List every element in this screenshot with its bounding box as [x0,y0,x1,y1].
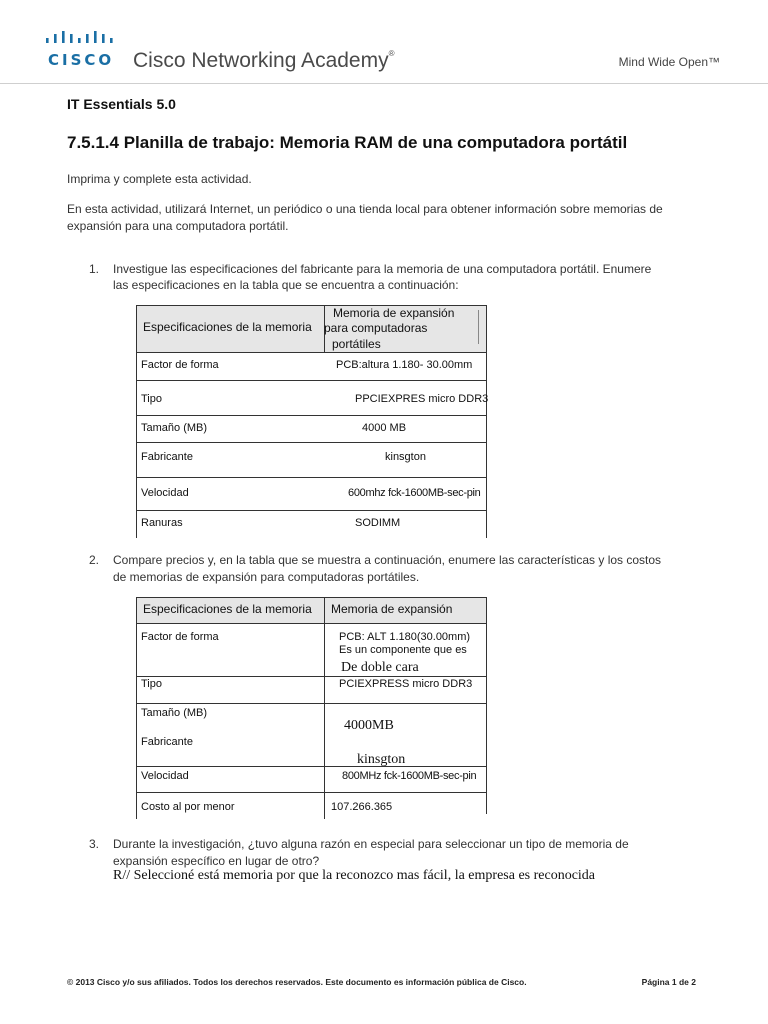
intro-text-2b: expansión para una computadora portátil. [67,219,289,233]
footer-copyright: © 2013 Cisco y/o sus afiliados. Todos los derechos reservados. Este documento es información pública de Cisco. [67,977,527,987]
table-2-row-value: PCB: ALT 1.180(30.00mm) [339,631,471,643]
step-3-answer: R// Seleccioné está memoria por que la reconozco mas fácil, la empresa es reconocida [113,868,596,883]
table-1-row-value: 600mhz fck-1600MB-sec-pin [348,487,481,499]
table-2-row-value: PCIEXPRESS micro DDR3 [339,678,473,690]
table-1-header-right-2: para computadoras [324,321,428,335]
step-1-line-2: las especificaciones en la tabla que se encuentra a continuación: [113,278,459,292]
step-1-number: 1. [89,262,100,276]
table-1-row-value: PCB:altura 1.180- 30.00mm [336,359,473,371]
table-1-row-label: Tipo [141,393,162,405]
table-2-row-label: Costo al por menor [141,801,235,813]
page-number: Página 1 de 2 [641,977,696,987]
table-2-row-label: Fabricante [141,736,193,748]
intro-text-1: Imprima y complete esta actividad. [67,172,252,186]
table-1-row-value: 4000 MB [362,422,407,434]
handwritten-value: 4000MB [344,718,394,733]
table-1-row-label: Ranuras [141,517,183,529]
page-title: 7.5.1.4 Planilla de trabajo: Memoria RAM de una computadora portátil [67,133,628,152]
table-2-row-label: Velocidad [141,770,189,782]
handwritten-value: kinsgton [357,752,406,767]
tagline: Mind Wide Open™ [618,55,720,69]
table-1-row-value: SODIMM [355,517,401,529]
table-2-row-label: Factor de forma [141,631,219,643]
handwritten-value: De doble cara [341,660,419,675]
step-3-line-1: Durante la investigación, ¿tuvo alguna razón en especial para seleccionar un tipo de memoria de [113,837,629,851]
table-2-row-value-cont: Es un componente que es [339,644,467,656]
table-1-row-label: Tamaño (MB) [141,422,208,434]
step-3-line-2: expansión específico en lugar de otro? [113,854,320,868]
step-2-line-2: de memorias de expansión para computadoras portátiles. [113,570,420,584]
table-1-header-left: Especificaciones de la memoria [143,320,312,334]
table-2-row-value: 107.266.365 [331,801,393,813]
table-2-row-label: Tipo [141,678,162,690]
table-2-header-right: Memoria de expansión [331,602,453,616]
course-name: IT Essentials 5.0 [67,96,176,112]
table-2-row-value: 800MHz fck-1600MB-sec-pin [342,770,477,782]
cisco-logo-bars [46,31,118,45]
table-1-row-value: PPCIEXPRES micro DDR3 [355,393,489,405]
academy-name: Cisco Networking Academy® [133,49,395,72]
header-divider [0,83,768,84]
intro-text-2a: En esta actividad, utilizará Internet, un periódico o una tienda local para obtener información sobre memorias de [67,202,663,216]
table-1-header-right-3: portátiles [332,337,381,351]
table-2-row-label: Tamaño (MB) [141,707,208,719]
table-1-row-label: Velocidad [141,487,189,499]
table-2-header-left: Especificaciones de la memoria [143,602,312,616]
step-2-line-1: Compare precios y, en la tabla que se muestra a continuación, enumere las características y los costos [113,553,662,567]
table-1-header-right-1: Memoria de expansión [333,306,455,320]
step-2-number: 2. [89,553,100,567]
table-1-row-value: kinsgton [385,451,426,463]
step-3-number: 3. [89,837,100,851]
table-1-row-label: Factor de forma [141,359,219,371]
cisco-logo-text: CISCO [48,51,115,69]
table-1-row-label: Fabricante [141,451,193,463]
step-1-line-1: Investigue las especificaciones del fabricante para la memoria de una computadora portátil. Enumere [113,262,652,276]
